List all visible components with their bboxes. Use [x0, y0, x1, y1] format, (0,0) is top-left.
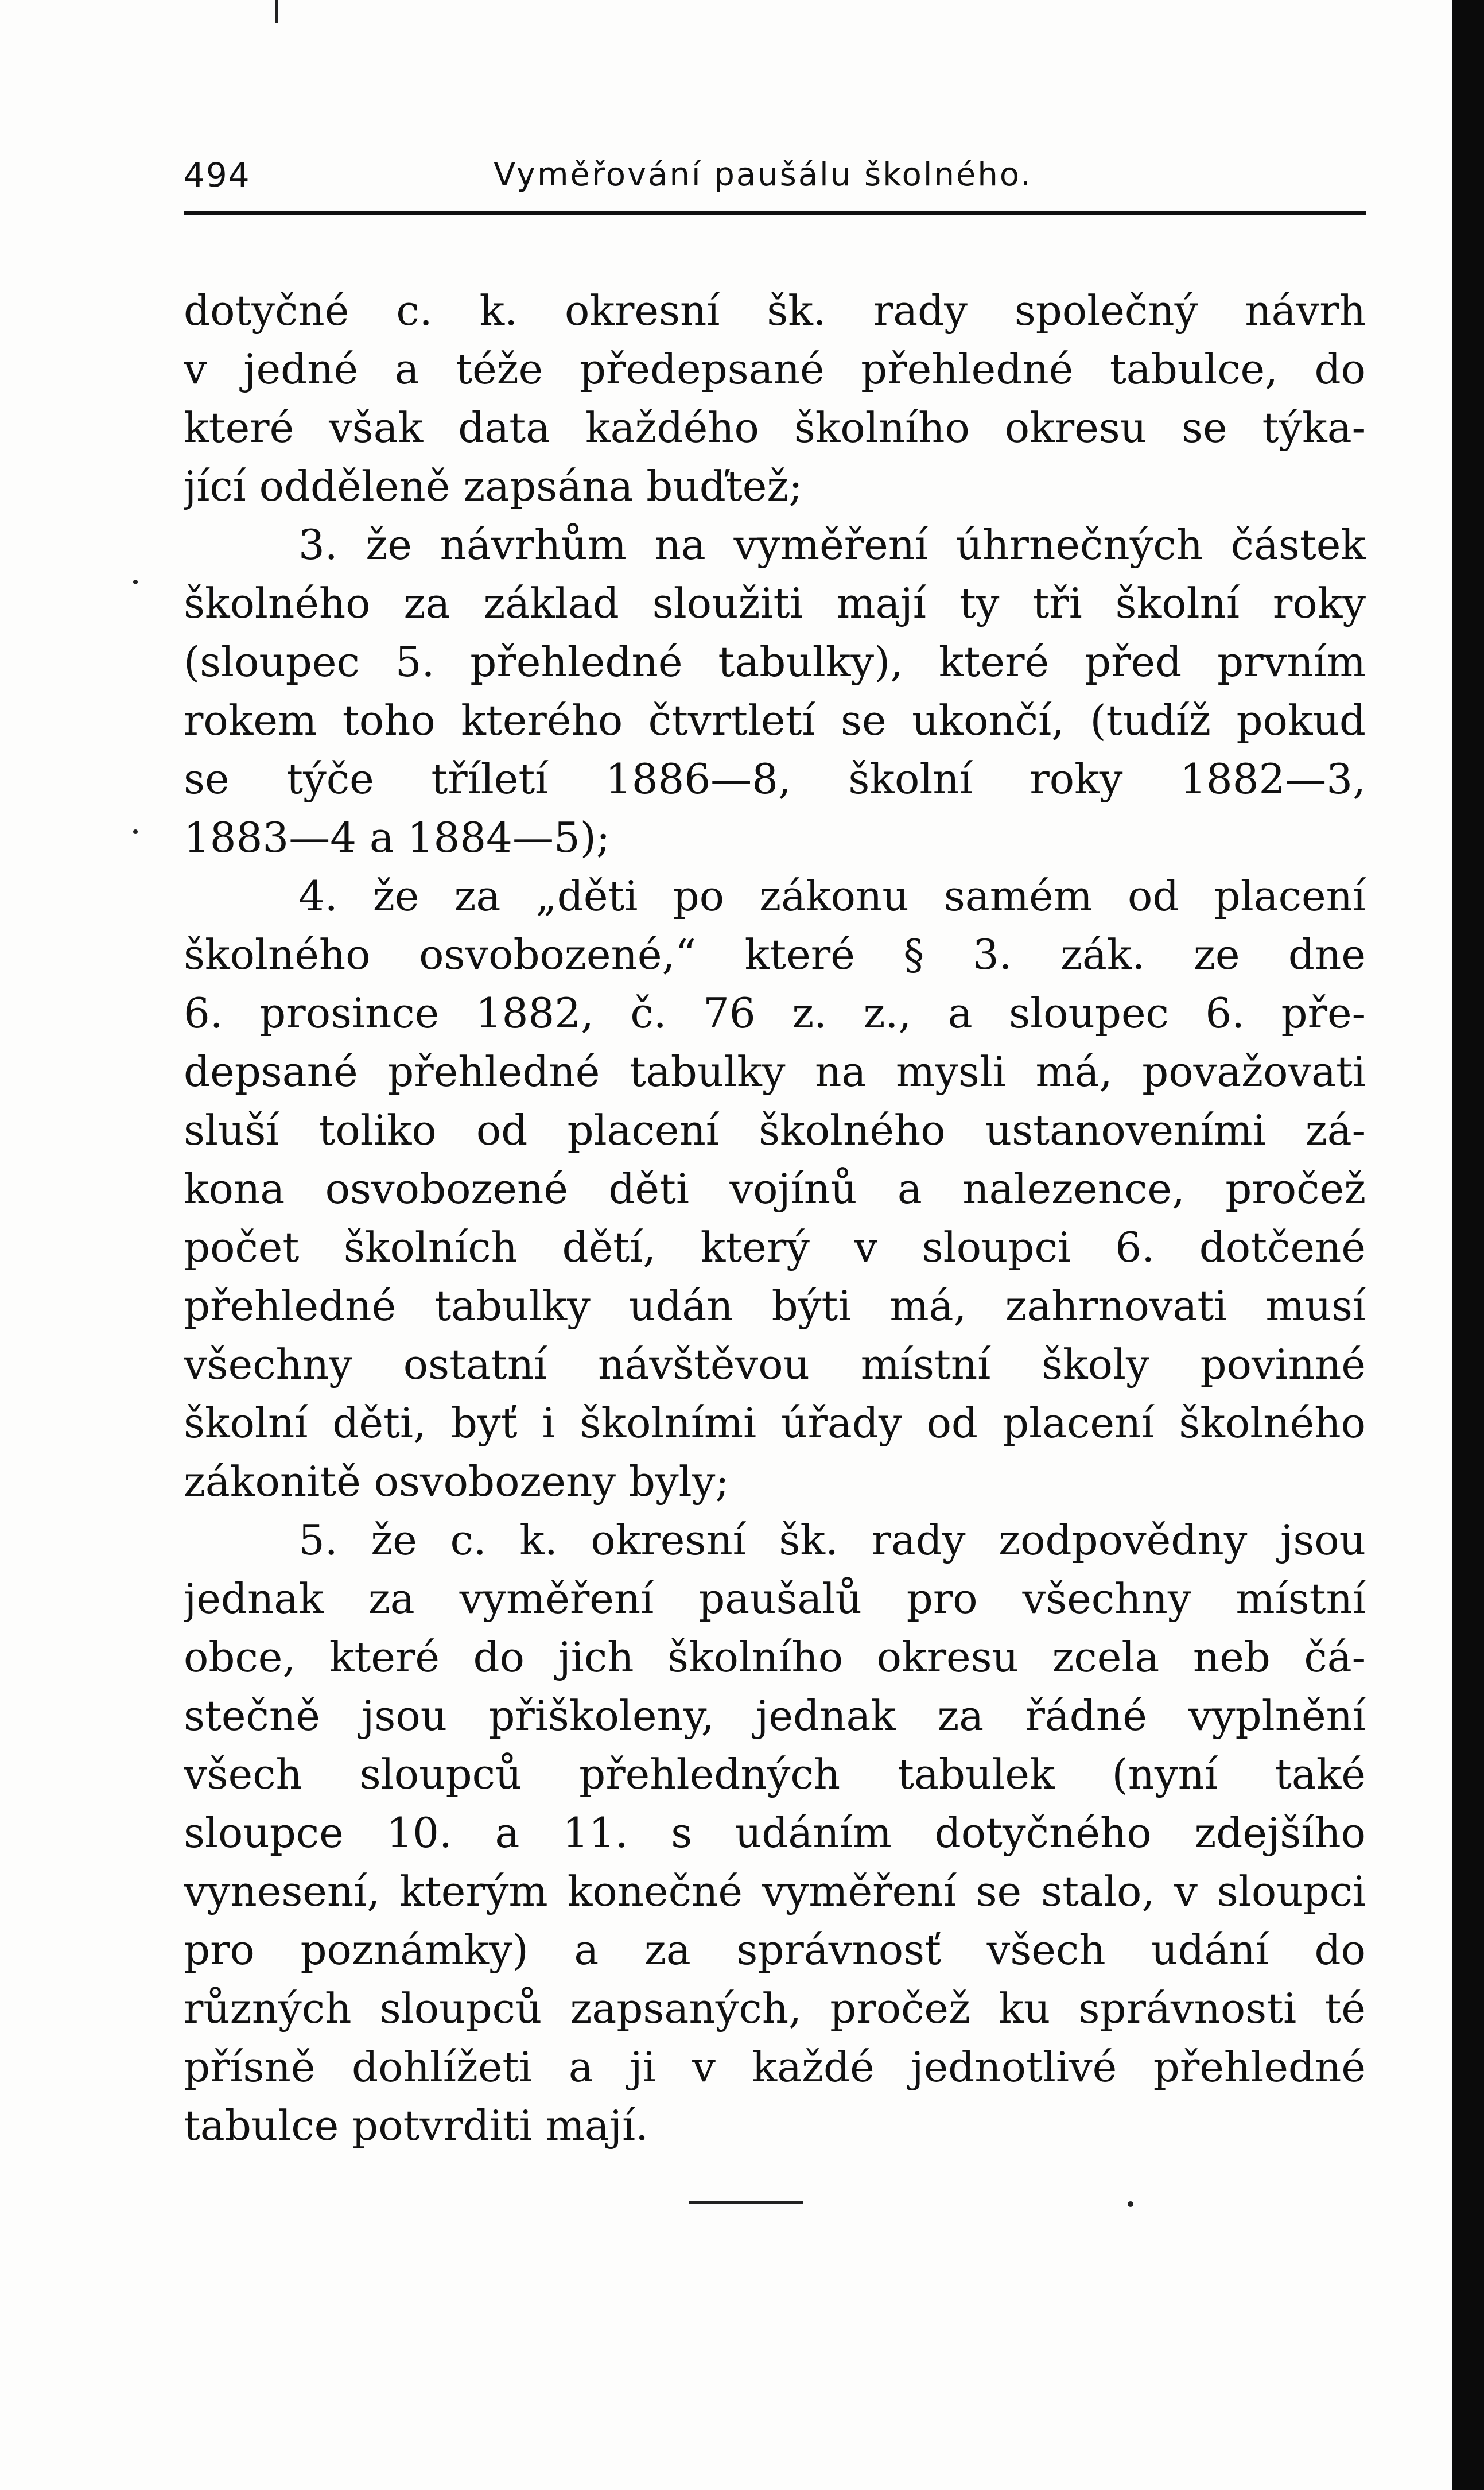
text-line: vynesení, kterým konečné vyměření se stalo, v sloupci — [184, 1867, 1366, 1915]
paragraph-4-start: 4. že za „děti po zákonu samém od placení — [298, 872, 1366, 920]
text-line: všech sloupců přehledných tabulek (nyní také — [184, 1750, 1366, 1798]
section-end-rule — [689, 2201, 803, 2204]
text-line: školného osvobozené,“ které § 3. zák. ze dne — [184, 930, 1366, 979]
text-line: jednak za vyměření paušalů pro všechny místní — [184, 1574, 1366, 1623]
ink-speck — [1128, 2201, 1133, 2207]
text-line: školní děti, byť i školními úřady od placení školného — [184, 1399, 1366, 1447]
body-text — [184, 281, 1366, 2155]
text-line: školného za základ sloužiti mají ty tři školní roky — [184, 579, 1366, 627]
scan-edge — [1452, 0, 1484, 2490]
text-line: sluší toliko od placení školného ustanoveními zá- — [184, 1106, 1366, 1154]
text-line: (sloupec 5. přehledné tabulky), které před prvním — [184, 638, 1366, 686]
text-line: se týče tříletí 1886—8, školní roky 1882—3, — [184, 755, 1366, 803]
text-line: dotyčné c. k. okresní šk. rady společný návrh — [184, 286, 1366, 335]
header-rule — [184, 211, 1366, 215]
running-title: Vyměřování paušálu školného. — [494, 156, 1032, 193]
text-line: sloupce 10. a 11. s udáním dotyčného zdejšího — [184, 1809, 1366, 1857]
text-line: zákonitě osvobozeny byly; — [184, 1457, 729, 1506]
text-line: tabulce potvrditi mají. — [184, 2101, 649, 2150]
text-line: depsané přehledné tabulky na mysli má, považovati — [184, 1048, 1366, 1096]
text-line: stečně jsou přiškoleny, jednak za řádné vyplnění — [184, 1692, 1366, 1740]
text-line: pro poznámky) a za správnosť všech udání do — [184, 1926, 1366, 1974]
scan-mark — [275, 0, 278, 23]
text-line: v jedné a téže předepsané přehledné tabulce, do — [184, 345, 1366, 393]
text-line: různých sloupců zapsaných, pročež ku správnosti té — [184, 1984, 1366, 2033]
text-line: počet školních dětí, který v sloupci 6. dotčené — [184, 1223, 1366, 1271]
ink-speck — [133, 580, 138, 584]
paragraph-5-start: 5. že c. k. okresní šk. rady zodpovědny jsou — [298, 1516, 1366, 1564]
paragraph-3-start: 3. že návrhům na vyměření úhrnečných částek — [298, 521, 1366, 569]
text-line: kona osvobozené děti vojínů a nalezence, pročež — [184, 1165, 1366, 1213]
text-line: přehledné tabulky udán býti má, zahrnovati musí — [184, 1282, 1366, 1330]
text-line: přísně dohlížeti a ji v každé jednotlivé přehledné — [184, 2043, 1366, 2091]
ink-speck — [133, 829, 138, 834]
page-number: 494 — [184, 156, 251, 195]
text-line: 6. prosince 1882, č. 76 z. z., a sloupec 6. pře- — [184, 989, 1366, 1037]
text-line: které však data každého školního okresu se týka- — [184, 404, 1366, 452]
text-line: 1883—4 a 1884—5); — [184, 813, 611, 862]
text-line: rokem toho kterého čtvrtletí se ukončí, (tudíž pokud — [184, 696, 1366, 744]
text-line: obce, které do jich školního okresu zcela neb čá- — [184, 1633, 1366, 1681]
text-line: všechny ostatní návštěvou místní školy povinné — [184, 1340, 1366, 1388]
page-header — [184, 155, 1366, 207]
text-line: jící odděleně zapsána buďtež; — [184, 462, 803, 510]
